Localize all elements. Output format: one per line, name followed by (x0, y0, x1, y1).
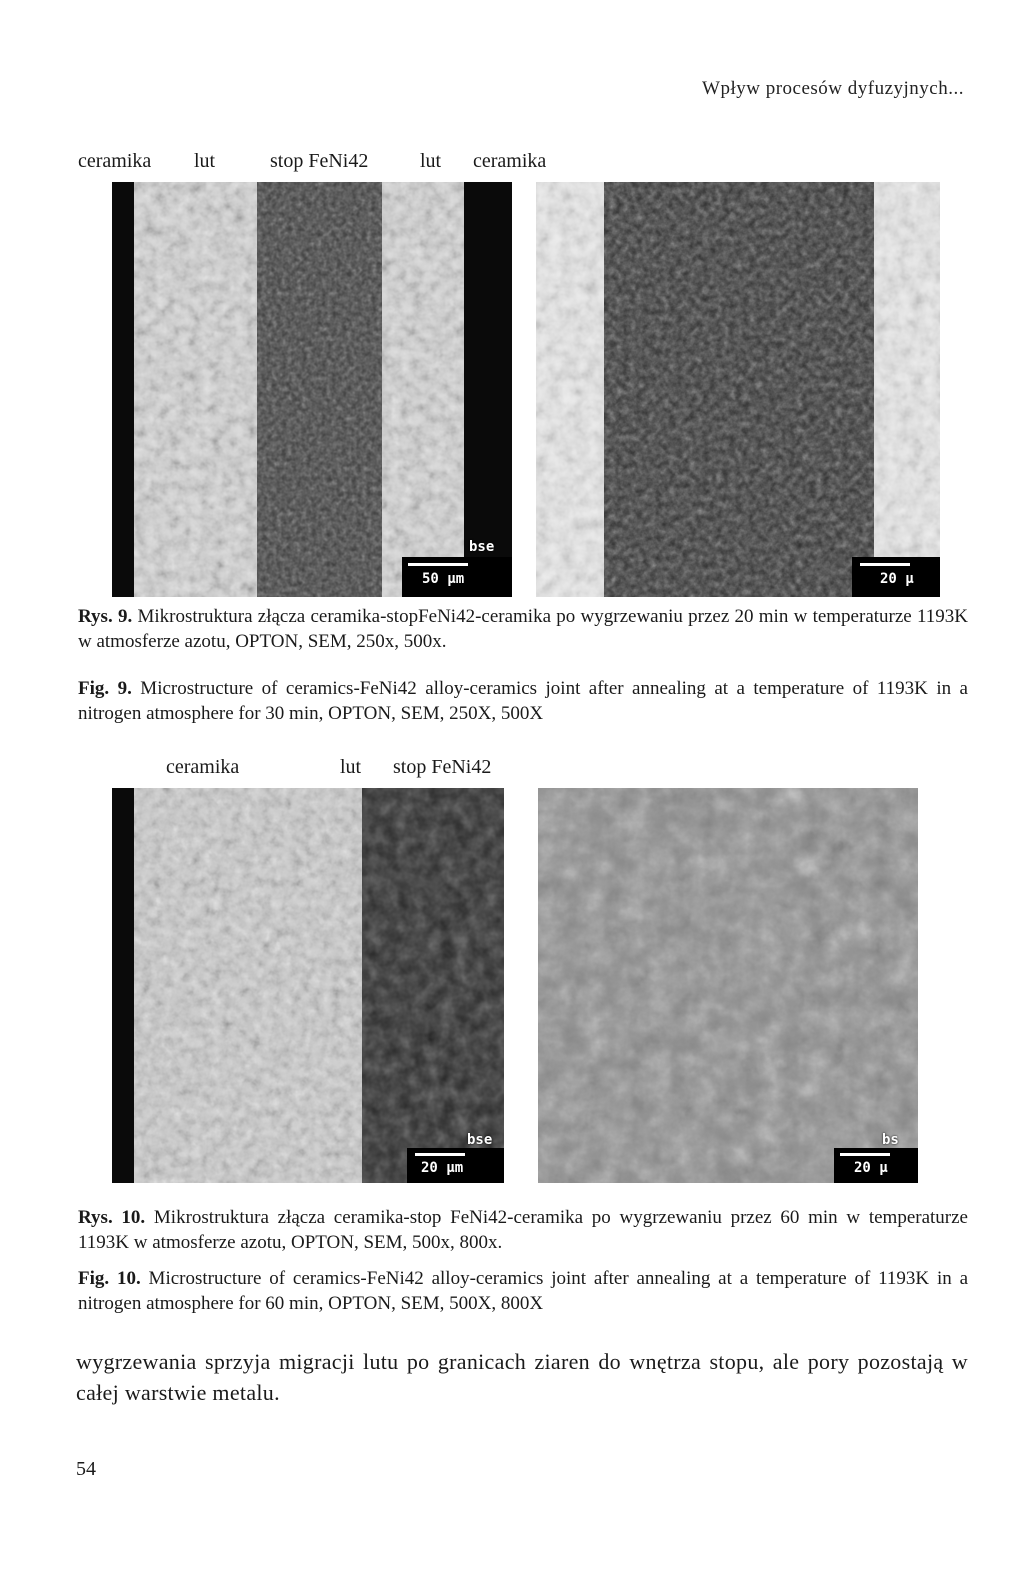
fig9-caption-en (78, 676, 968, 726)
fig10-caption-en-prefix: Fig. 10. (78, 1268, 141, 1289)
page-number: 54 (76, 1458, 96, 1480)
fig10-right-micrograph (538, 788, 918, 1183)
fig10-left-micrograph (112, 788, 504, 1183)
fig10-right-scale-label: 20 µ (854, 1160, 888, 1176)
fig9-caption-pl-text: Mikrostruktura złącza ceramika-stopFeNi42-ceramika po wygrzewaniu przez 20 min w temperaturze 1193K w atmosferze azotu, OPTON, SEM, 250x, 500x. (78, 606, 968, 652)
fig10-label-ceramika: ceramika (166, 756, 240, 778)
fig9-right-scale-label: 20 µ (880, 571, 914, 587)
fig9-left-scale-label: 50 µm (422, 571, 465, 587)
fig9-right-micrograph (536, 182, 940, 597)
fig10-left-detector-label: bse (467, 1132, 493, 1148)
fig9-left-scalebar (402, 557, 512, 597)
fig10-caption-en-text: Microstructure of ceramics-FeNi42 alloy-ceramics joint after annealing at a temperature of 1193K in a nitrogen atmosphere for 60 min, OPTON, SEM, 500X, 800X (78, 1268, 969, 1314)
running-head: Wpływ procesów dyfuzyjnych... (702, 78, 964, 99)
fig10-right-detector-label: bs (882, 1132, 899, 1148)
fig9-left-micrograph (112, 182, 512, 597)
fig9-label-stop: stop FeNi42 (270, 150, 369, 172)
fig10-label-stop: stop FeNi42 (393, 756, 492, 778)
fig9-label-lut-right: lut (420, 150, 442, 172)
fig10-caption-pl-prefix: Rys. 10. (78, 1207, 146, 1228)
fig10-caption-pl-text: Mikrostruktura złącza ceramika-stop FeNi42-ceramika po wygrzewaniu przez 60 min w temperaturze 1193K w atmosferze azotu, OPTON, SEM, 500x, 800x. (78, 1207, 968, 1253)
fig9-label-lut-left: lut (194, 150, 216, 172)
fig9-right-scalebar (852, 557, 940, 597)
fig9-caption-en-prefix: Fig. 9. (78, 678, 132, 699)
fig10-left-scale-label: 20 µm (421, 1160, 464, 1176)
fig9-label-ceramika-right: ceramika (473, 150, 547, 172)
fig9-caption-en-text: Microstructure of ceramics-FeNi42 alloy-ceramics joint after annealing at a temperature of 1193K in a nitrogen atmosphere for 30 min, OPTON, SEM, 250X, 500X (78, 678, 968, 724)
fig9-caption-pl-prefix: Rys. 9. (78, 606, 133, 627)
fig10-caption-pl (78, 1205, 968, 1255)
fig9-left-detector-label: bse (469, 539, 495, 555)
body-paragraph: wygrzewania sprzyja migracji lutu po granicach ziaren do wnętrza stopu, ale pory pozostają w całej warstwie metalu. (76, 1349, 968, 1405)
fig9-label-ceramika-left: ceramika (78, 150, 152, 172)
fig9-caption-pl (78, 604, 968, 654)
fig10-left-scalebar (407, 1148, 504, 1183)
fig10-caption-en (78, 1266, 968, 1316)
fig10-label-lut: lut (340, 756, 362, 778)
fig10-right-scalebar (834, 1148, 918, 1183)
